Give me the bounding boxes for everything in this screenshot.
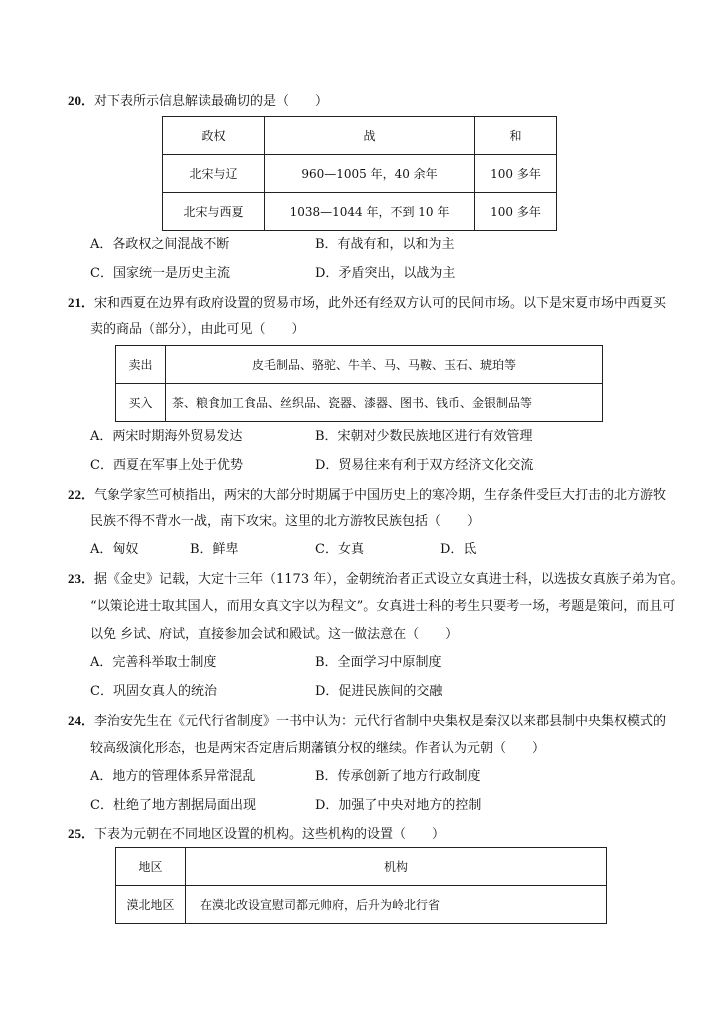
question-23-stem-3: 以免 乡试、府试，直接参加会试和殿试。这一做法意在（ ）: [90, 627, 459, 642]
table-cell: 100 多年: [475, 193, 557, 231]
q21-table: [115, 345, 603, 422]
option-c[interactable]: C．巩固女真人的统治: [90, 684, 217, 699]
option-a[interactable]: A．完善科举取士制度: [90, 655, 217, 670]
question-text: 下表为元朝在不同地区设置的机构。这些机构的设置（ ）: [94, 827, 446, 842]
option-a[interactable]: A．地方的管理体系异常混乱: [90, 769, 256, 784]
table-header: 政权: [163, 117, 265, 155]
question-number: 25．: [68, 826, 95, 841]
table-cell: 960—1005 年，40 余年: [265, 155, 475, 193]
question-23-stem-2: “以策论进士取其国人，而用女真文字以为程文”。女真进士科的考生只要考一场，考题是策问，而且可: [90, 599, 676, 614]
q25-table: [115, 847, 607, 924]
table-cell: 卖出: [116, 346, 166, 384]
question-22-stem-2: 民族不得不背水一战，南下攻宋。这里的北方游牧民族包括（ ）: [90, 514, 481, 529]
option-d[interactable]: D．促进民族间的交融: [315, 684, 443, 699]
table-row: [163, 193, 557, 231]
table-cell: 1038—1044 年，不到 10 年: [265, 193, 475, 231]
question-text: 对下表所示信息解读最确切的是（ ）: [94, 94, 329, 109]
question-number: 24．: [68, 713, 95, 728]
option-a[interactable]: A．两宋时期海外贸易发达: [90, 429, 243, 444]
question-text: 据《金史》记载，大定十三年（1173 年），金朝统治者正式设立女真进士科，以选拔女真族子弟为官。: [94, 572, 684, 587]
option-c[interactable]: C．女真: [315, 542, 364, 557]
table-header: 战: [265, 117, 475, 155]
option-c[interactable]: C．西夏在军事上处于优势: [90, 458, 243, 473]
option-c[interactable]: C．杜绝了地方割据局面出现: [90, 798, 256, 813]
table-header: 机构: [186, 848, 607, 886]
question-21-stem-2: 卖的商品（部分），由此可见（ ）: [90, 322, 305, 337]
option-a[interactable]: A．各政权之间混战不断: [90, 237, 230, 252]
option-a[interactable]: A．匈奴: [90, 542, 139, 557]
table-header: 和: [475, 117, 557, 155]
option-b[interactable]: B．全面学习中原制度: [315, 655, 442, 670]
option-b[interactable]: B．宋朝对少数民族地区进行有效管理: [315, 429, 533, 444]
question-number: 21．: [68, 295, 95, 310]
table-row: [116, 346, 603, 384]
question-text: 李治安先生在《元代行省制度》一书中认为：元代行省制中央集权是秦汉以来郡县制中央集权模式的: [94, 714, 667, 729]
question-20-stem: [68, 92, 328, 111]
question-25-stem: [68, 825, 445, 844]
question-24-stem-2: 较高级演化形态，也是两宋否定唐后期藩镇分权的继续。作者认为元朝（ ）: [90, 741, 546, 756]
option-c[interactable]: C．国家统一是历史主流: [90, 266, 230, 281]
question-21-stem: [68, 294, 666, 313]
question-number: 22．: [68, 487, 95, 502]
table-row: [116, 886, 607, 924]
question-text: 宋和西夏在边界有政府设置的贸易市场，此外还有经双方认可的民间市场。以下是宋夏市场中西夏买: [94, 296, 667, 311]
q20-table: [162, 116, 557, 231]
question-23-stem: [68, 570, 684, 589]
option-d[interactable]: D．矛盾突出，以战为主: [315, 266, 456, 281]
table-cell: 茶、粮食加工食品、丝织品、瓷器、漆器、图书、钱币、金银制品等: [166, 384, 603, 422]
table-cell: 100 多年: [475, 155, 557, 193]
table-cell: 北宋与辽: [163, 155, 265, 193]
question-text: 气象学家竺可桢指出，两宋的大部分时期属于中国历史上的寒冷期，生存条件受巨大打击的北方游牧: [94, 488, 667, 503]
table-row: [163, 155, 557, 193]
question-24-stem: [68, 712, 666, 731]
table-cell: 买入: [116, 384, 166, 422]
option-d[interactable]: D．加强了中央对地方的控制: [315, 798, 482, 813]
option-d[interactable]: D．贸易往来有利于双方经济文化交流: [315, 458, 534, 473]
question-22-stem: [68, 486, 666, 505]
question-number: 23．: [68, 571, 95, 586]
option-b[interactable]: B．有战有和，以和为主: [315, 237, 455, 252]
option-b[interactable]: B．鲜卑: [190, 542, 239, 557]
table-cell: 北宋与西夏: [163, 193, 265, 231]
table-cell: 漠北地区: [116, 886, 186, 924]
question-number: 20．: [68, 93, 95, 108]
table-row: [116, 384, 603, 422]
option-b[interactable]: B．传承创新了地方行政制度: [315, 769, 481, 784]
table-header: 地区: [116, 848, 186, 886]
option-d[interactable]: D．氐: [440, 542, 477, 557]
table-cell: 皮毛制品、骆驼、牛羊、马、马鞍、玉石、琥珀等: [166, 346, 603, 384]
table-cell: 在漠北改设宣慰司都元帅府，后升为岭北行省: [186, 886, 607, 924]
